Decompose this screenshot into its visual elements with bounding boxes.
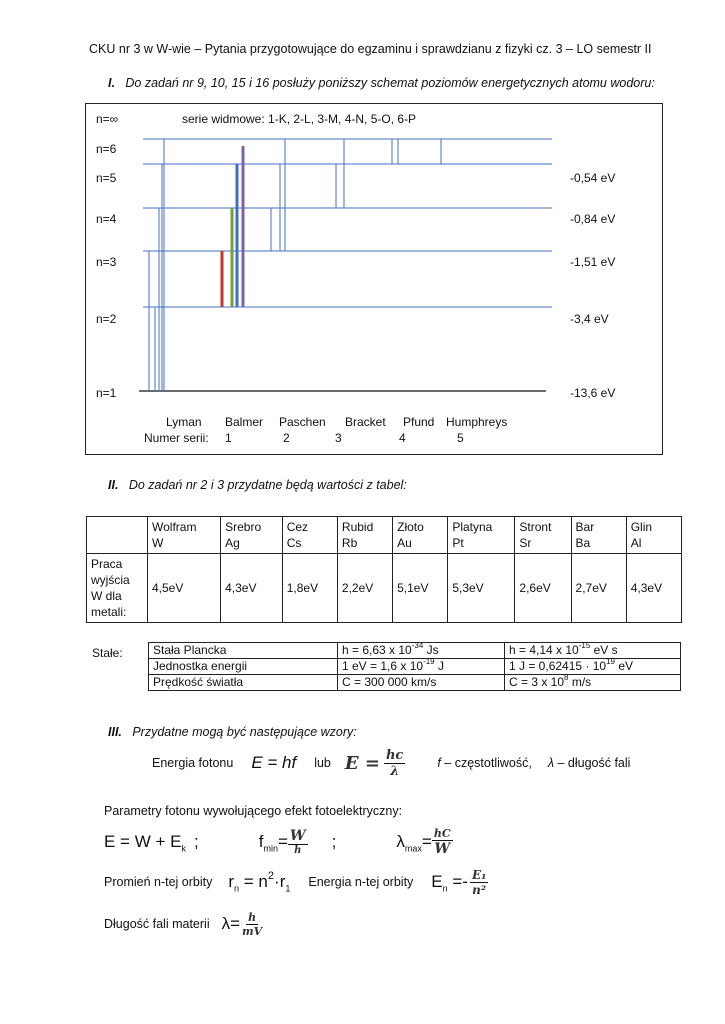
energy-n1: -13,6 eV — [570, 386, 616, 400]
series-name-lyman: Lyman — [166, 415, 202, 429]
series-number-5: 5 — [457, 431, 464, 445]
debroglie-label: Długość fali materii — [104, 917, 210, 931]
work-function-value: 2,2eV — [337, 554, 392, 623]
energy-level-diagram — [85, 103, 663, 455]
constant-value-1: C = 300 000 km/s — [338, 675, 505, 691]
section-3-heading — [108, 725, 357, 739]
separator: ; — [331, 832, 337, 851]
radius-eq: $r_n = n^2\cdot r_1$ — [228, 870, 291, 894]
photon-eq: E = hf — [251, 753, 297, 772]
lambda-desc: λ – długość fali — [547, 756, 631, 770]
series-number-3: 3 — [335, 431, 342, 445]
constants-table — [148, 642, 681, 691]
work-function-value: 5,3eV — [448, 554, 515, 623]
row-label: Praca wyjścia W dla metali: — [87, 554, 148, 623]
level-label-n4: n=4 — [96, 212, 117, 226]
section-2-number: II. — [108, 478, 119, 492]
e-lhs: E = — [344, 752, 380, 774]
section-1-title: Do zadań nr 9, 10, 15 i 16 posłuży poniższy schemat poziomów energetycznych atomu wodoru: — [125, 76, 655, 90]
metal-header: Srebro Ag — [221, 517, 283, 554]
series-number-1: 1 — [225, 431, 232, 445]
constant-value-1: 1 eV = 1,6 x $10^{-19}$ J — [338, 659, 505, 675]
photon-label: Energia fotonu — [152, 756, 234, 770]
series-number-4: 4 — [399, 431, 406, 445]
series-name-pfund: Pfund — [403, 415, 435, 429]
einstein-eq: $E = W + E_k$ — [104, 832, 186, 854]
constant-row — [149, 675, 681, 691]
energy-levels-svg — [86, 104, 662, 454]
constant-name: Jednostka energii — [149, 659, 338, 675]
constant-value-2: C = 3 x $10^8$ m/s — [505, 675, 681, 691]
metals-value-row — [87, 554, 682, 623]
page-header: CKU nr 3 w W-wie – Pytania przygotowujące do egzaminu i sprawdzianu z fizyki cz. 3 – LO semestr II — [89, 42, 652, 56]
frac-h-mv: $\frac{h}{mV}$ — [242, 910, 263, 938]
series-number-label: Numer serii: — [144, 431, 209, 445]
constant-value-2: 1 $J = 0,62415 \cdot 10^{19}$ eV — [505, 659, 681, 675]
level-lines — [143, 139, 552, 307]
energy-orbit-label: Energia n-tej orbity — [308, 875, 414, 889]
series-name-bracket: Bracket — [345, 415, 386, 429]
f-desc: f – częstotliwość, — [437, 756, 532, 770]
photoelectric-params: Parametry fotonu wywołującego efekt fotoelektryczny: — [104, 804, 403, 818]
work-function-value: 4,5eV — [148, 554, 221, 623]
work-function-value: 1,8eV — [282, 554, 337, 623]
work-function-value: 2,7eV — [571, 554, 626, 623]
level-label-n1: n=1 — [96, 386, 117, 400]
lmax-eq: $\lambda_{max}=$ — [396, 832, 432, 854]
energy-orbit-eq: $E_n$ =- — [431, 872, 468, 894]
metals-header-row — [87, 517, 682, 554]
energy-n3: -1,51 eV — [570, 255, 616, 269]
work-function-value: 5,1eV — [393, 554, 448, 623]
constant-row — [149, 643, 681, 659]
metal-header: Cez Cs — [282, 517, 337, 554]
or-word: lub — [314, 756, 331, 770]
metal-header: Glin Al — [626, 517, 681, 554]
constant-row — [149, 659, 681, 675]
constant-value-2: h = 4,14 x $10^{-15}$ eV s — [505, 643, 681, 659]
constant-name: Stała Plancka — [149, 643, 338, 659]
section-3-number: III. — [108, 725, 122, 739]
energy-n5: -0,54 eV — [570, 171, 616, 185]
section-2-heading — [108, 478, 407, 492]
level-label-n3: n=3 — [96, 255, 117, 269]
paschen-lines — [271, 139, 441, 251]
metal-header: Złoto Au — [393, 517, 448, 554]
frac-e1-n2: $\frac{\text{E₁}}{\text{n²}}$ — [471, 867, 487, 897]
balmer-lines — [222, 146, 243, 307]
frac-w-h: $\frac{W}{h}$ — [289, 828, 306, 856]
section-1-heading — [108, 76, 655, 90]
section-1-number: I. — [108, 76, 115, 90]
separator: ; — [193, 832, 199, 851]
constants-label: Stałe: — [92, 646, 123, 660]
frac-hc-lambda: $\frac{hc}{\lambda}$ — [385, 747, 404, 779]
photoelectric-formulas — [104, 822, 453, 862]
metal-header: Wolfram W — [148, 517, 221, 554]
metal-header: Bar Ba — [571, 517, 626, 554]
level-label-ninf: n=∞ — [96, 112, 119, 126]
constant-value-1: h = 6,63 x $10^{-34}$ Js — [338, 643, 505, 659]
fmin-eq: $f_{min}=$ — [258, 832, 288, 854]
metal-header: Platyna Pt — [448, 517, 515, 554]
radius-label: Promień n-tej orbity — [104, 875, 213, 889]
section-2-title: Do zadań nr 2 i 3 przydatne będą wartości z tabel: — [128, 478, 407, 492]
work-function-table — [86, 516, 682, 623]
debroglie-eq: λ= — [221, 914, 241, 933]
level-label-n5: n=5 — [96, 171, 117, 185]
work-function-value: 4,3eV — [626, 554, 681, 623]
series-number-2: 2 — [283, 431, 290, 445]
constant-name: Prędkość światła — [149, 675, 338, 691]
orbit-formulas — [104, 864, 488, 900]
series-name-humphreys: Humphreys — [446, 415, 508, 429]
debroglie-formula — [104, 905, 264, 943]
series-name-paschen: Paschen — [279, 415, 326, 429]
series-name-balmer: Balmer — [225, 415, 264, 429]
energy-n2: -3,4 eV — [570, 312, 609, 326]
frac-hc-w: $\frac{hC}{W}$ — [433, 827, 451, 857]
metal-header: Stront Sr — [515, 517, 571, 554]
work-function-value: 2,6eV — [515, 554, 571, 623]
level-label-n6: n=6 — [96, 142, 117, 156]
table-corner-cell — [87, 517, 148, 554]
series-title: serie widmowe: 1-K, 2-L, 3-M, 4-N, 5-O, 6-P — [182, 112, 417, 126]
metal-header: Rubid Rb — [337, 517, 392, 554]
level-label-n2: n=2 — [96, 312, 117, 326]
photon-energy-formula — [152, 746, 630, 780]
work-function-value: 4,3eV — [221, 554, 283, 623]
section-3-title: Przydatne mogą być następujące wzory: — [132, 725, 357, 739]
lyman-lines — [149, 139, 164, 391]
energy-n4: -0,84 eV — [570, 212, 616, 226]
